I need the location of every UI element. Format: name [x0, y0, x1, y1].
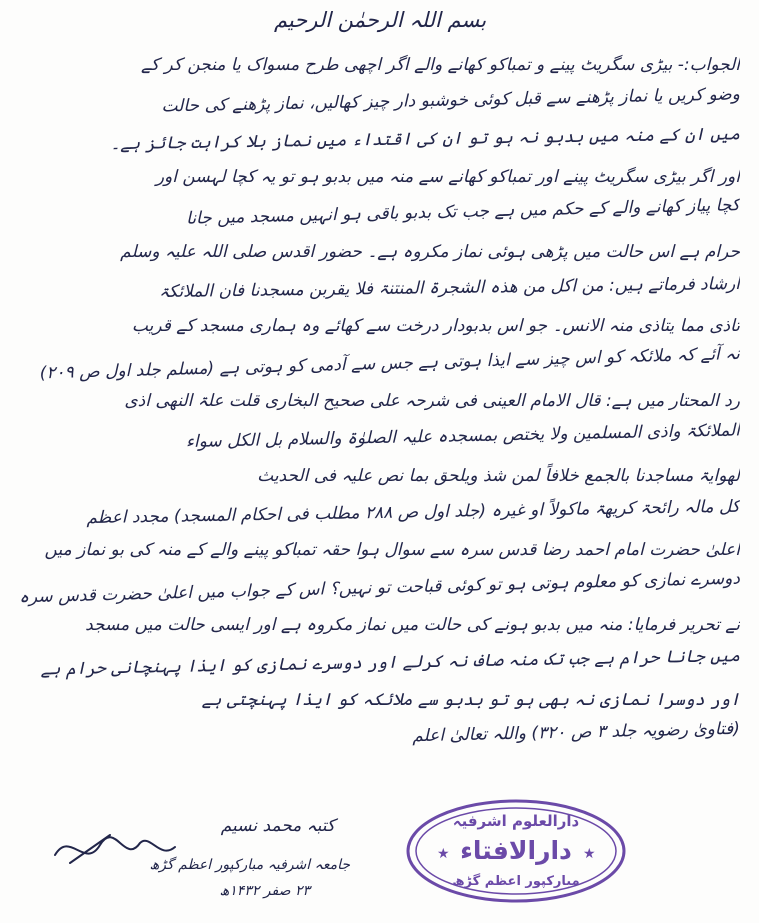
body-line: رد المحتار میں ہے: قال الامام العینی فی شرحہ علی صحیح البخاری قلت علۃ النھی اذی [124, 391, 740, 412]
body-line: (فتاویٰ رضویہ جلد ۳ ص ۳۲۰) واللہ تعالیٰ اعلم [412, 718, 741, 747]
body-line: کچا پیاز کھانے والے کے حکم میں ہے جب تک بدبو باقی ہو انہیں مسجد میں جانا [185, 195, 741, 230]
body-line: میں جانا حرام ہے جب تک منہ صاف نہ کرلے اور دوسرے نمازی کو ایذا پہنچانی حرام ہے [40, 645, 741, 679]
institution-label: جامعہ اشرفیہ مبارکپور اعظم گڑھ [149, 857, 350, 873]
body-line: لھوایۃ مساجدنا بالجمع خلافاً لمن شذ ویلحق بما نص علیہ فی الحدیث [257, 465, 740, 486]
stamp-top-text: دارالعلوم اشرفیہ [452, 812, 580, 830]
signature-block [50, 775, 370, 915]
date-label: ۲۳ صفر ۱۴۳۲ھ [219, 883, 310, 899]
body-line: ارشاد فرماتے ہیں: من اکل من ھذہ الشجرۃ المنتنۃ فلا یقربن مسجدنا فان الملائکۃ [158, 274, 741, 303]
body-line: نے تحریر فرمایا: منہ میں بدبو ہونے کی حالت میں نماز مکروہ ہے اور ایسی حالت میں مسجد [85, 615, 740, 636]
stamp-bottom-text: مبارکپور اعظم گڑھ [452, 874, 580, 889]
body-line: الجواب:- بیڑی سگریٹ پینے و تمباکو کھانے والے اگر اچھی طرح مسواک یا منجن کر کے [141, 55, 740, 75]
body-line: الملائکۃ واذی المسلمین ولا یختص بمسجدہ علیہ الصلوٰۃ والسلام بل الکل سواء [185, 420, 741, 453]
body-line: میں ان کے منہ میں بدبو نہ ہو تو ان کی اقتداء میں نماز بلا کراہت جائز ہے۔ [110, 124, 741, 154]
body-line: نہ آئے کہ ملائکہ کو اس چیز سے ایذا ہوتی ہے جس سے آدمی کو ہوتی ہے (مسلم جلد اول ص ۲۰۹) [39, 343, 741, 384]
body-line: تاذی مما یتاذی منہ الانس۔ جو اس بدبودار درخت سے کھائے وہ ہماری مسجد کے قریب [131, 316, 740, 337]
body-line: وضو کریں یا نماز پڑھنے سے قبل کوئی خوشبو دار چیز کھالیں، نماز پڑھنے کی حالت [161, 84, 741, 117]
body-line: اعلیٰ حضرت امام احمد رضا قدس سرہ سے سوال ہوا حقہ تمباکو پینے والے کے منہ کی بو نماز میں [44, 540, 740, 561]
written-by-label: کتبہ محمد نسیم [220, 816, 335, 836]
fatwa-body [18, 48, 740, 758]
official-stamp [405, 798, 627, 904]
svg-text:★: ★ [583, 846, 596, 862]
body-line: اور دوسرا نمازی نہ بھی ہو تو بدبو سے ملائکہ کو ایذا پہنچتی ہے [201, 689, 740, 710]
body-line: دوسرے نمازی کو معلوم ہوتی ہو تو کوئی قباحت تو نہیں؟ اس کے جواب میں اعلیٰ حضرت قدس سرہ [18, 568, 741, 608]
body-line: کل مالہ رائحۃ کریھۃ ماکولاً او غیرہ (جلد اول ص ۲۸۸ مطلب فی احکام المسجد) مجدد اعظم [86, 496, 741, 529]
body-line: حرام ہے اس حالت میں پڑھی ہوئی نماز مکروہ ہے۔ حضور اقدس صلی اللہ علیہ وسلم [120, 241, 740, 262]
body-line: اور اگر بیڑی سگریٹ پینے اور تمباکو کھانے سے منہ میں بدبو ہو تو یہ کچا لہسن اور [155, 167, 740, 188]
stamp-middle-text: دارالافتاء [460, 836, 572, 865]
bismillah-heading: بسم اللہ الرحمٰن الرحیم [273, 8, 487, 32]
svg-text:★: ★ [437, 846, 450, 862]
